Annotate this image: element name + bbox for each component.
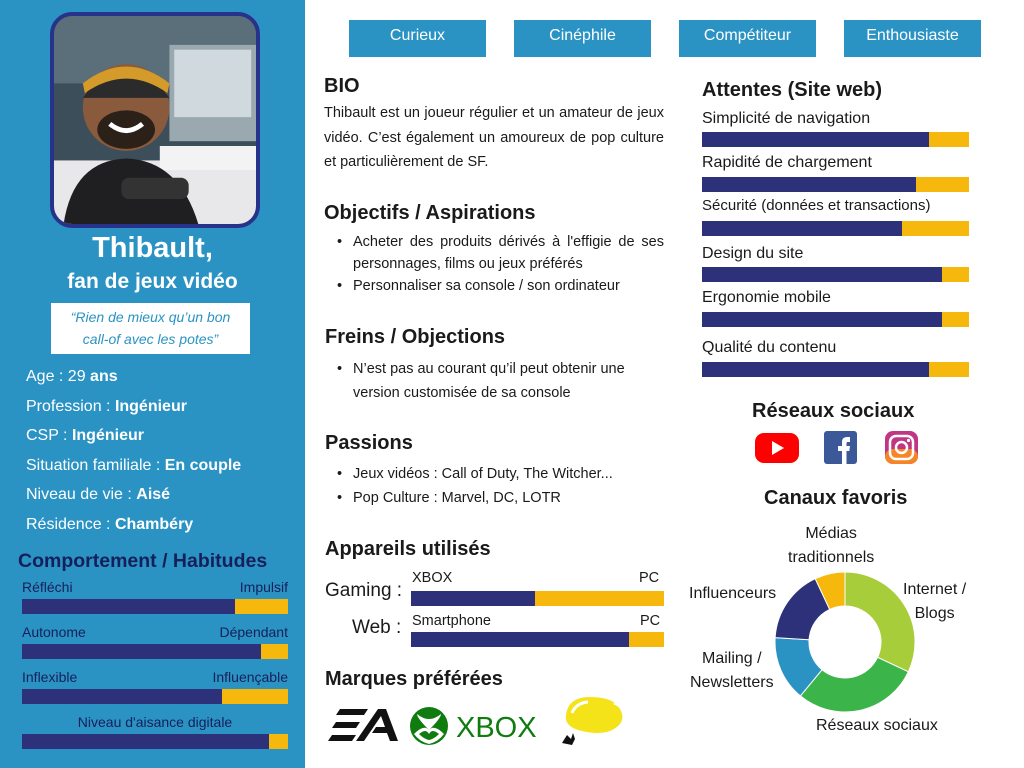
bio-text: Thibault est un joueur régulier et un amateur de jeux vidéo. C’est également un amoureux de pop culture et particulièrement de SF. (324, 105, 664, 170)
behavior-left-label: Inflexible (22, 669, 78, 685)
device-web-label: Web : (352, 617, 402, 638)
behavior-row (22, 579, 288, 599)
youtube-icon[interactable] (754, 431, 800, 465)
donut-label-internet (903, 578, 966, 626)
donut-label-line: Médias (805, 525, 857, 542)
freins-title: Freins / Objections (325, 326, 506, 348)
objectifs-title: Objectifs / Aspirations (324, 202, 536, 224)
passions-title: Passions (325, 432, 413, 454)
behavior-right-label: Dépendant (219, 624, 288, 640)
attente-bar-fill (702, 177, 916, 192)
profile-subtitle: fan de jeux vidéo (67, 270, 238, 293)
passions-list (326, 462, 664, 510)
tab-competiteur[interactable]: Compétiteur (679, 20, 816, 57)
fact-value: Ingénieur (71, 427, 144, 444)
pathe-logo (558, 693, 632, 748)
donut-label-line: Mailing / (702, 650, 762, 667)
fact-value: Ingénieur (114, 397, 187, 415)
behavior-right-label: Influençable (212, 669, 288, 685)
list-item: • Personnaliser sa console / son ordinateur (326, 275, 664, 297)
list-item: • Acheter des produits dérivés à l'effigie de ses personnages, films ou jeux préférés (326, 231, 664, 275)
fact-age (26, 366, 241, 396)
donut-label-mailing (690, 647, 774, 695)
attente-bar (702, 362, 969, 377)
behavior-title: Comportement / Habitudes (18, 550, 268, 572)
attente-bar (702, 221, 969, 236)
behavior-row (22, 669, 288, 689)
attente-bar-fill (702, 132, 929, 147)
quote-line-2: call-of avec les potes” (82, 331, 219, 347)
behavior-left-label: Réfléchi (22, 579, 73, 595)
fact-niveau-vie (26, 484, 241, 514)
freins-list (326, 357, 656, 405)
list-item: • N’est pas au courant qu’il peut obtenir une version customisée de sa console (326, 357, 656, 405)
behavior-row (22, 714, 288, 734)
attente-label: Simplicité de navigation (702, 110, 871, 127)
profile-facts (26, 366, 241, 543)
canaux-title: Canaux favoris (764, 487, 908, 509)
device-web-left: Smartphone (412, 613, 491, 629)
donut-label-medias (788, 522, 874, 570)
fact-label: Situation familiale : (26, 456, 165, 474)
donut-label-influenceurs: Influenceurs (689, 585, 777, 602)
reseaux-title: Réseaux sociaux (752, 400, 915, 422)
attente-bar (702, 267, 969, 282)
attentes-title: Attentes (Site web) (702, 79, 883, 101)
behavior-bar (22, 599, 288, 614)
attente-label: Qualité du contenu (702, 339, 837, 356)
ea-logo (326, 706, 398, 746)
fact-value: ans (90, 368, 118, 385)
attente-label: Rapidité de chargement (702, 154, 872, 171)
attente-bar (702, 312, 969, 327)
instagram-icon[interactable] (885, 431, 918, 464)
fact-label: Age : 29 (26, 368, 91, 385)
tab-cinephile[interactable]: Cinéphile (514, 20, 651, 57)
facebook-icon[interactable] (824, 431, 857, 464)
attente-label: Sécurité (données et transactions) (702, 197, 931, 214)
list-item: • Pop Culture : Marvel, DC, LOTR (326, 486, 664, 510)
behavior-bar-fill (22, 599, 235, 614)
device-web-fill (411, 632, 629, 647)
objectifs-list (326, 231, 664, 297)
fact-profession (26, 396, 241, 426)
donut-label-line: Blogs (914, 605, 955, 622)
fact-csp (26, 425, 241, 455)
xbox-logo-text: XBOX (456, 712, 537, 744)
bio-title: BIO (324, 75, 360, 97)
canaux-donut-chart (774, 571, 916, 713)
device-gaming-right: PC (639, 570, 660, 586)
device-gaming-fill (411, 591, 535, 606)
profile-name: Thibault, (92, 232, 213, 264)
behavior-bar-fill (22, 644, 261, 659)
donut-label-line: traditionnels (788, 549, 875, 566)
fact-situation (26, 455, 241, 485)
profile-photo (50, 12, 260, 228)
xbox-logo (408, 706, 548, 746)
quote-line-1: “Rien de mieux qu’un bon (70, 309, 231, 325)
behavior-bar-fill (22, 689, 222, 704)
fact-label: Profession : (26, 397, 115, 415)
fact-value: En couple (164, 456, 242, 474)
donut-label-line: Internet / (903, 581, 967, 598)
fact-label: Résidence : (26, 515, 115, 533)
tab-curieux[interactable]: Curieux (349, 20, 486, 57)
behavior-bar (22, 734, 288, 749)
attente-bar (702, 132, 969, 147)
device-gaming-label: Gaming : (325, 580, 403, 601)
attente-label: Ergonomie mobile (702, 289, 831, 306)
behavior-center-label: Niveau d'aisance digitale (77, 714, 233, 730)
fact-value: Chambéry (114, 515, 194, 533)
behavior-right-label: Impulsif (239, 579, 288, 595)
fact-label: Niveau de vie : (26, 486, 137, 503)
behavior-bar (22, 689, 288, 704)
device-web-bar (411, 632, 664, 647)
fact-residence (26, 514, 241, 544)
behavior-left-label: Autonome (22, 624, 86, 640)
attente-bar-fill (702, 312, 942, 327)
list-item: • Jeux vidéos : Call of Duty, The Witcher... (326, 462, 664, 486)
attente-bar (702, 177, 969, 192)
donut-label-line: Newsletters (690, 674, 774, 691)
donut-label-reseaux: Réseaux sociaux (816, 717, 938, 734)
fact-value: Aisé (136, 486, 171, 503)
profile-quote (51, 303, 250, 354)
marques-title: Marques préférées (325, 668, 503, 690)
device-web-right: PC (640, 613, 661, 629)
device-gaming-bar (411, 591, 664, 606)
device-gaming-left: XBOX (412, 570, 453, 586)
appareils-title: Appareils utilisés (325, 538, 491, 560)
attente-bar-fill (702, 221, 902, 236)
behavior-bar (22, 644, 288, 659)
fact-label: CSP : (26, 427, 72, 444)
tab-enthousiaste[interactable]: Enthousiaste (844, 20, 981, 57)
attente-bar-fill (702, 267, 942, 282)
behavior-bar-fill (22, 734, 269, 749)
attente-label: Design du site (702, 245, 804, 262)
attente-bar-fill (702, 362, 929, 377)
behavior-row (22, 624, 288, 644)
